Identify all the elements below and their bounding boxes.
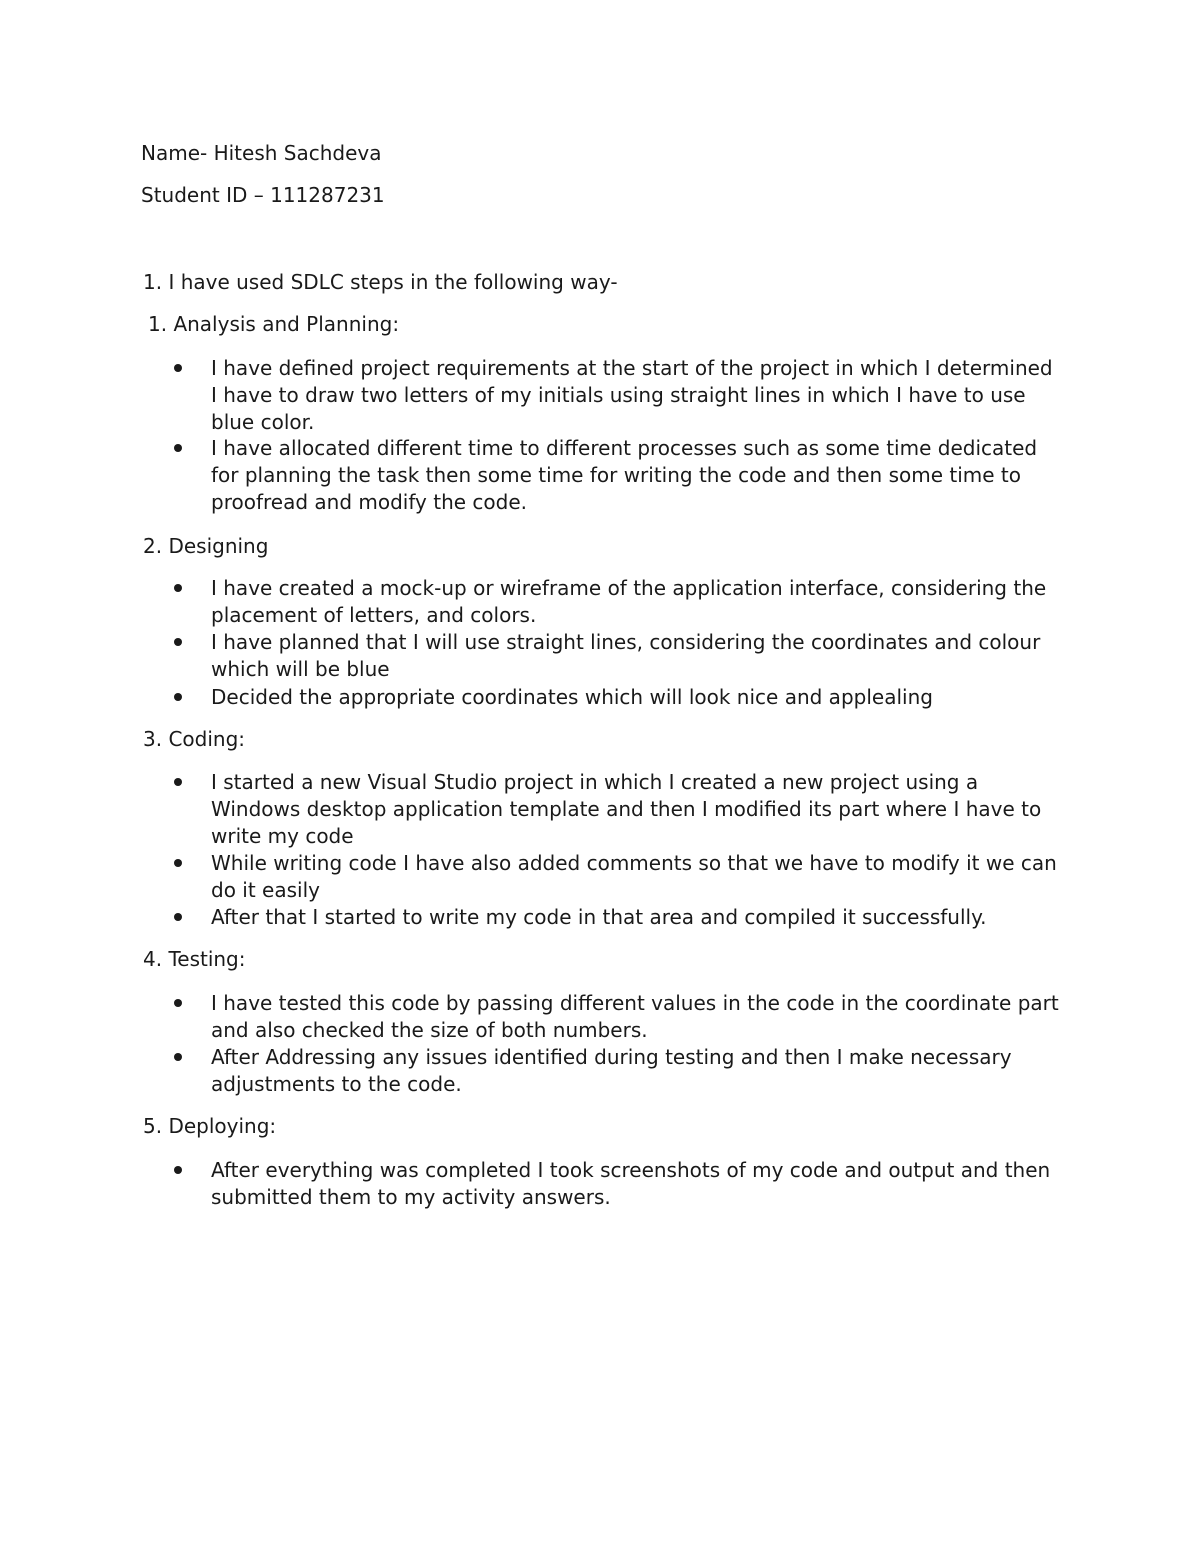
section-heading-deploying: 5. Deploying: — [143, 1114, 277, 1138]
bullet-icon — [174, 1053, 182, 1061]
bullet-text: After that I started to write my code in that area and compiled it successfully. — [211, 905, 987, 929]
intro-line: 1. I have used SDLC steps in the following way- — [143, 270, 618, 294]
bullet-text: I have allocated different time to different processes such as some time dedicated for planning the task then some time for writing the code and then some time to proofread and modify the code. — [211, 436, 1038, 514]
student-id: Student ID – 111287231 — [141, 183, 385, 207]
bullet-icon — [174, 859, 182, 867]
bullet-text: After Addressing any issues identified during testing and then I make necessary adjustments to the code. — [211, 1045, 1012, 1096]
bullet-text: I started a new Visual Studio project in which I created a new project using a Windows desktop application template and then I modified its part where I have to write my code — [211, 770, 1042, 848]
bullet-icon — [174, 778, 182, 786]
section-heading-coding: 3. Coding: — [143, 727, 246, 751]
bullet-icon — [174, 999, 182, 1007]
bullet-icon — [174, 693, 182, 701]
bullet-icon — [174, 638, 182, 646]
bullet-text: I have planned that I will use straight lines, considering the coordinates and colour which will be blue — [211, 630, 1041, 681]
student-name: Name- Hitesh Sachdeva — [141, 141, 382, 165]
bullet-text: Decided the appropriate coordinates which will look nice and applealing — [211, 685, 933, 709]
section-heading-testing: 4. Testing: — [143, 947, 246, 971]
section-heading-analysis: 1. Analysis and Planning: — [148, 312, 400, 336]
bullet-text: I have created a mock-up or wireframe of the application interface, considering the placement of letters, and colors. — [211, 576, 1047, 627]
bullet-icon — [174, 913, 182, 921]
section-heading-designing: 2. Designing — [143, 534, 269, 558]
bullet-text: I have tested this code by passing different values in the code in the coordinate part and also checked the size of both numbers. — [211, 991, 1059, 1042]
bullet-text: After everything was completed I took screenshots of my code and output and then submitted them to my activity answers. — [211, 1158, 1051, 1209]
bullet-text: While writing code I have also added comments so that we have to modify it we can do it easily — [211, 851, 1057, 902]
bullet-icon — [174, 584, 182, 592]
bullet-icon — [174, 364, 182, 372]
bullet-text: I have defined project requirements at the start of the project in which I determined I have to draw two letters of my initials using straight lines in which I have to use blue color. — [211, 356, 1053, 434]
bullet-icon — [174, 1166, 182, 1174]
bullet-icon — [174, 444, 182, 452]
